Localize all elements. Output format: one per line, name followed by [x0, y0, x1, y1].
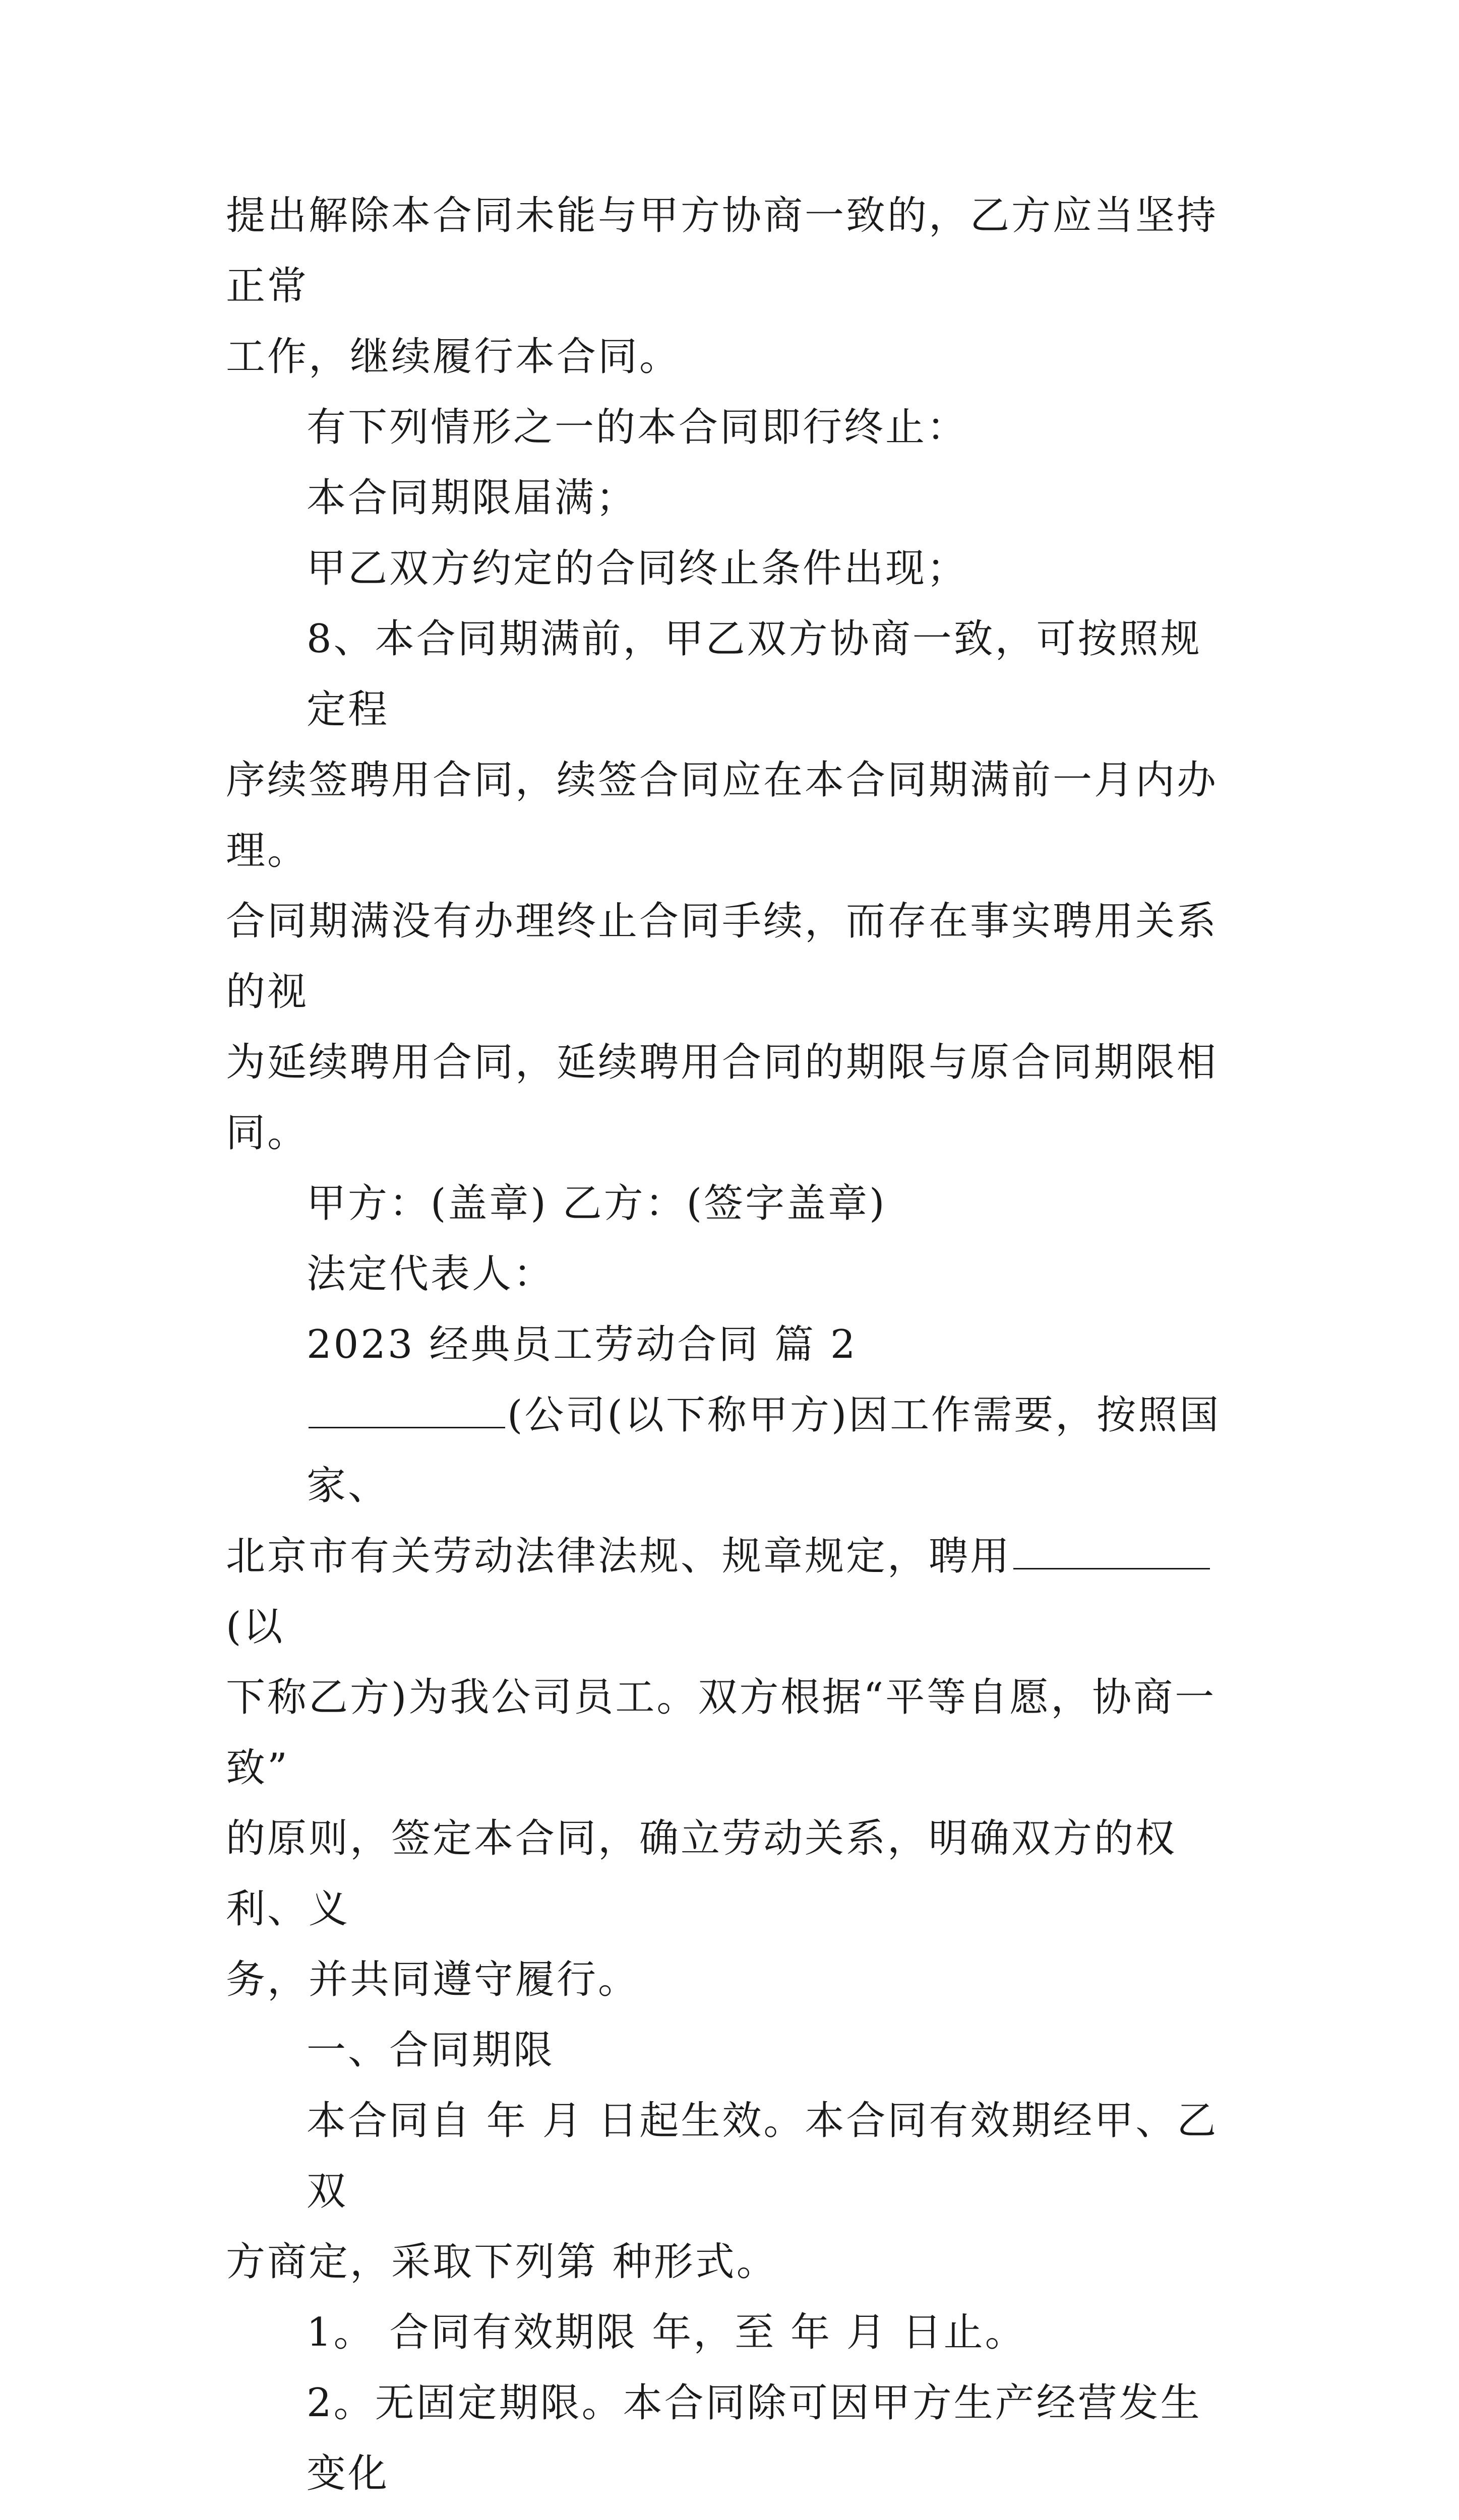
- text-fragment: (以: [226, 1604, 285, 1650]
- fill-blank-employee: [1013, 1538, 1210, 1569]
- text-line: [226, 1380, 1234, 1521]
- text-line: 有下列情形之一的本合同即行终止：: [307, 405, 968, 450]
- fill-blank-company: [309, 1397, 505, 1428]
- legal-rep-line: 法定代表人：: [307, 1251, 555, 1297]
- text-fragment: 北京市有关劳动法律法规、规章规定，聘用: [226, 1534, 1012, 1579]
- text-line: [226, 1521, 1234, 1662]
- section-heading: 2023 经典员工劳动合同 篇 2: [307, 1322, 858, 1367]
- text-line: [226, 2509, 1234, 2520]
- text-line: 2。无固定期限。本合同除可因甲方生产经营发生变化: [307, 2380, 1202, 2496]
- text-line: 合同期满没有办理终止合同手续，而存在事实聘用关系的视: [226, 899, 1219, 1015]
- text-line: 的原则，签定本合同，确立劳动关系，明确双方的权利、义: [226, 1816, 1177, 1932]
- text-line: 务，并共同遵守履行。: [226, 1957, 640, 2002]
- text-line: 工作，继续履行本合同。: [226, 334, 681, 380]
- text-line: 提出解除本合同未能与甲方协商一致的，乙方应当坚持正常: [226, 193, 1219, 309]
- text-fragment: (公司(以下称甲方)因工作需要，按照国家、: [307, 1393, 1221, 1508]
- text-line: 1。 合同有效期限 年，至 年 月 日止。: [307, 2310, 1026, 2355]
- text-line: 为延续聘用合同，延续聘用合同的期限与原合同期限相同。: [226, 1040, 1219, 1156]
- text-line: 下称乙方)为我公司员工。双方根据“平等自愿，协商一致”: [226, 1675, 1217, 1791]
- text-line: 8、本合同期满前，甲乙双方协商一致，可按照规定程: [307, 616, 1202, 732]
- text-line: 序续签聘用合同，续签合同应在本合同期满前一月内办理。: [226, 758, 1219, 873]
- section-heading: 一、合同期限: [307, 2028, 555, 2073]
- contract-text: [226, 180, 1234, 2520]
- text-line: 甲乙双方约定的合同终止条件出现；: [307, 546, 968, 591]
- text-line: 本合同期限届满；: [307, 475, 638, 521]
- text-line: 方商定，采取下列第 种形式。: [226, 2239, 778, 2285]
- signature-line: 甲方：(盖章) 乙方：(签字盖章): [307, 1181, 887, 1226]
- text-line: 本合同自 年 月 日起生效。本合同有效期经甲、乙双: [307, 2098, 1219, 2214]
